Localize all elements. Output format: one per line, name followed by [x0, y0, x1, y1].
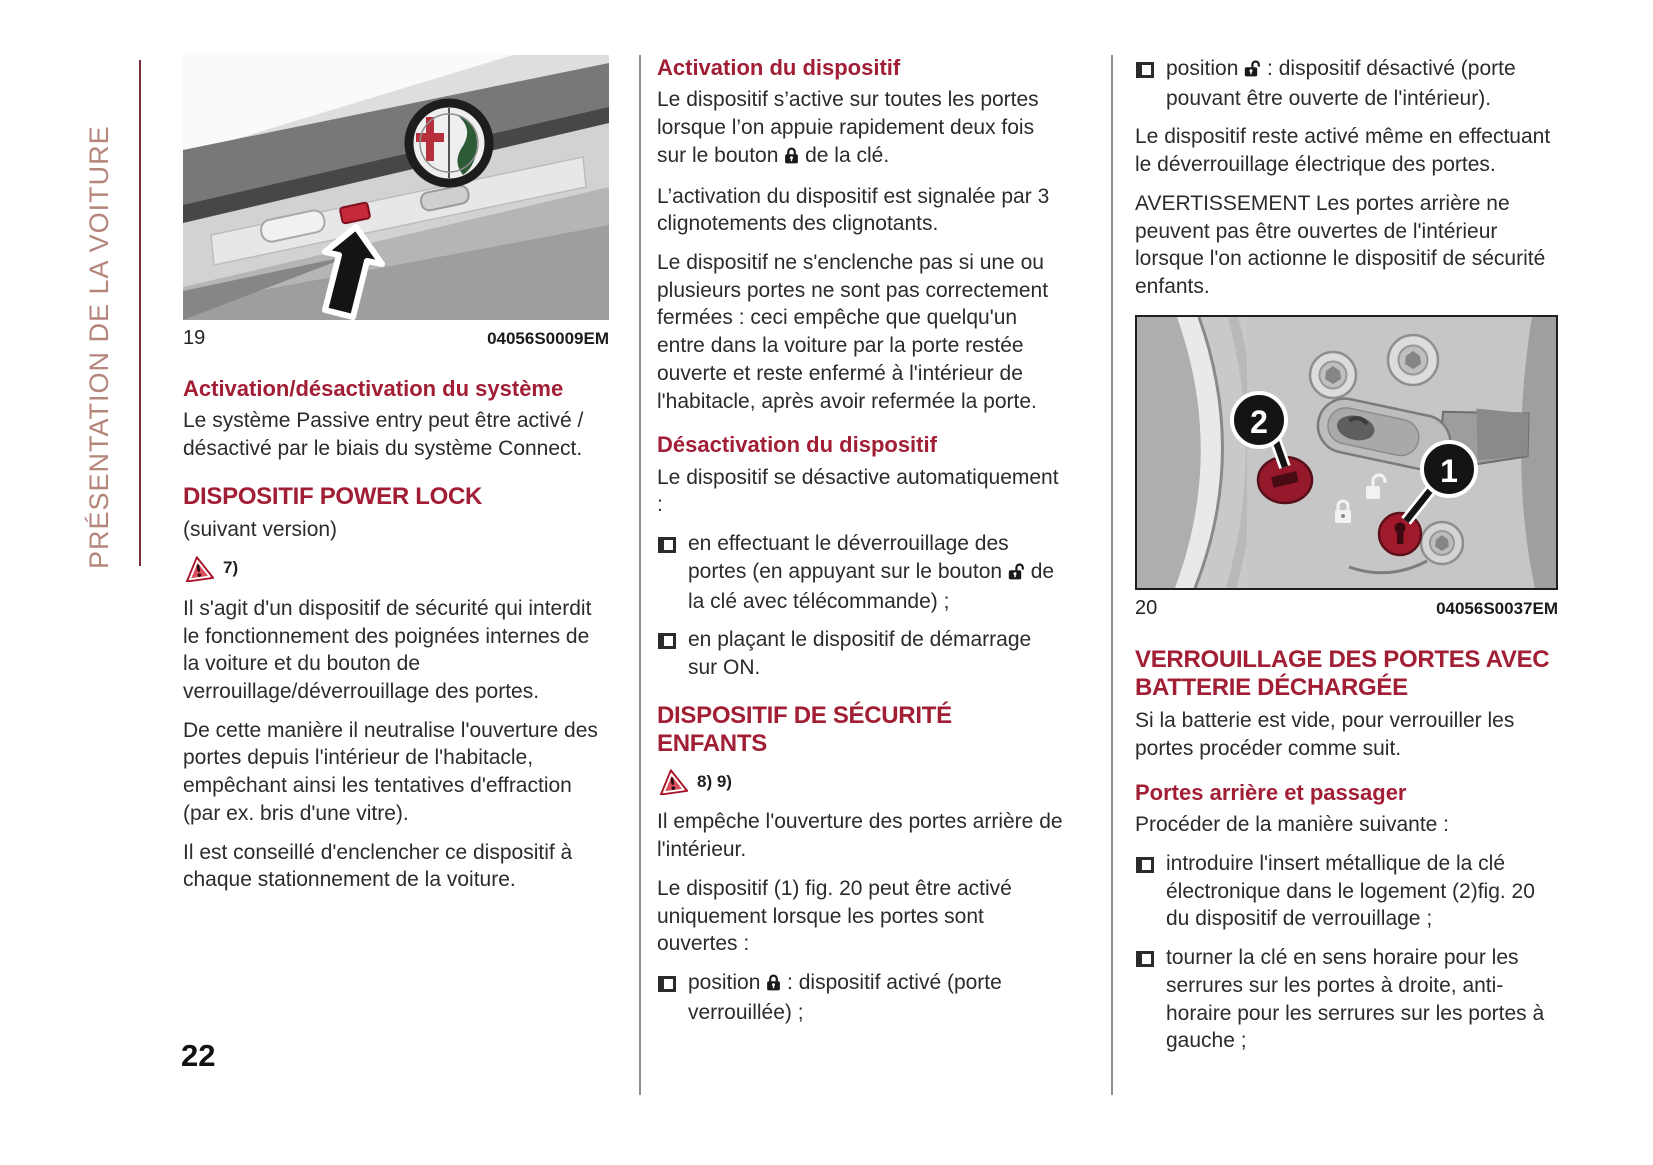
paragraph-activate [657, 86, 1063, 171]
figure-callout-2 [1232, 393, 1286, 447]
paragraph-version: (suivant version) [183, 518, 338, 542]
door-lock-illustration [1137, 317, 1556, 588]
warning-triangle-icon [183, 555, 214, 582]
paragraph-passive-entry: Le système Passive entry peut être activé / désactivé par le biais du système Connect. [183, 409, 584, 461]
figure-19-illustration [183, 55, 609, 320]
bullet-unlock-doors [657, 530, 1063, 615]
warning-note [183, 555, 609, 582]
text-segment: : dispositif activé (porte verrouillée) ; [688, 970, 1002, 1024]
paragraph-remains-active: Le dispositif reste activé même en effectuant le déverrouillage électrique des portes. [1135, 125, 1551, 177]
figure-number: 19 [183, 327, 206, 349]
text-segment: introduire l'insert métallique de la clé électronique dans le logement (2)fig. 20 du dispositif de verrouillage ; [1166, 851, 1535, 931]
heading-deactivation-device: Désactivation du dispositif [657, 432, 937, 458]
square-bullet [1136, 951, 1154, 967]
square-bullet [1136, 857, 1154, 873]
bullet-position-locked [657, 969, 1063, 1026]
trunk-lid-illustration [183, 55, 609, 320]
bullet-insert-key [1135, 850, 1558, 933]
heading-child-safety: DISPOSITIF DE SÉCURITÉ ENFANTS [657, 701, 952, 758]
text-segment: position [1166, 57, 1245, 80]
bullet-turn-key [1135, 944, 1558, 1055]
warning-ref-label: 7) [223, 558, 239, 578]
heading-activation-system: Activation/désactivation du système [183, 376, 564, 401]
column-divider-1 [639, 55, 641, 1095]
text-segment: de la clé. [799, 143, 890, 167]
heading-power-lock: DISPOSITIF POWER LOCK [183, 482, 483, 510]
warning-note [657, 768, 1063, 795]
figure-19-caption [183, 327, 609, 350]
text-segment: : dispositif désactivé (porte pouvant être ouverte de l'intérieur). [1166, 57, 1516, 110]
text-segment: tourner la clé en sens horaire pour les serrures sur les portes à droite, anti-horaire pour les serrures sur les portes à gauche ; [1166, 946, 1545, 1053]
square-bullet [658, 976, 676, 992]
figure-20-illustration [1135, 315, 1558, 590]
column-divider-2 [1111, 55, 1113, 1095]
svg-text:2: 2 [1250, 403, 1268, 440]
text-segment: en effectuant le déverrouillage des portes (en appuyant sur le bouton [688, 532, 1009, 583]
text-segment: position [688, 970, 767, 994]
text-segment: en plaçant le dispositif de démarrage sur ON. [688, 628, 1032, 679]
paragraph-powerlock-1: Il s'agit d'un dispositif de sécurité qui interdit le fonctionnement des poignées internes de la voiture et du bouton de verrouillage/déverrouillage des portes. [183, 596, 592, 704]
page-number: 22 [181, 1038, 216, 1073]
figure-number: 20 [1135, 596, 1158, 619]
bullet-start-on [657, 626, 1063, 681]
heading-activation-device: Activation du dispositif [657, 55, 901, 80]
chapter-rule [139, 60, 141, 566]
figure-callout-1 [1422, 442, 1476, 496]
figure-20-caption [1135, 597, 1558, 620]
warning-ref-label: 8) 9) [697, 771, 732, 791]
figure-code: 04056S0037EM [1436, 598, 1558, 618]
text-segment: de la clé avec télécommande) ; [688, 559, 1055, 613]
square-bullet [1136, 62, 1154, 78]
paragraph-avertissement: AVERTISSEMENT Les portes arrière ne peuvent pas être ouvertes de l'intérieur lorsque l'on actionne le dispositif de sécurité enfants. [1135, 191, 1546, 299]
paragraph-prevent-opening: Il empêche l'ouverture des portes arrière de l'intérieur. [657, 810, 1063, 862]
heading-rear-passenger-doors: Portes arrière et passager [1135, 779, 1407, 805]
paragraph-powerlock-3: Il est conseillé d'enclencher ce dispositif à chaque stationnement de la voiture. [183, 840, 573, 892]
paragraph-powerlock-2: De cette manière il neutralise l'ouverture des portes depuis l'intérieur de l'habitacle, empêchant ainsi les tentatives d'effraction (par ex. bris d'une vitre). [183, 718, 598, 825]
paragraph-battery-empty: Si la batterie est vide, pour verrouiller les portes procéder comme suit. [1135, 709, 1515, 761]
paragraph-proceed: Procéder de la manière suivante : [1135, 813, 1450, 837]
lock-closed-icon [784, 144, 799, 172]
paragraph-auto-deactivate: Le dispositif se désactive automatiquement : [657, 465, 1059, 517]
alfa-romeo-badge [409, 103, 489, 183]
chapter-title-vertical: PRÉSENTATION DE LA VOITURE [84, 125, 114, 569]
torx-screw [1388, 335, 1438, 385]
heading-locking-dead-battery: VERROUILLAGE DES PORTES AVEC BATTERIE DÉCHARGÉE [1135, 645, 1550, 702]
lock-closed-icon [766, 971, 781, 999]
svg-text:1: 1 [1440, 452, 1458, 489]
lock-open-icon [1008, 560, 1025, 588]
figure-code: 04056S0009EM [487, 329, 609, 348]
text-segment: Le dispositif s’active sur toutes les portes lorsque l’on appuie rapidement deux fois sur le bouton [657, 88, 1039, 167]
paragraph-no-engage: Le dispositif ne s'enclenche pas si une ou plusieurs portes ne sont pas correctement fermées : ceci empêche que quelqu'un entre dans la voiture par la porte restée ouverte et reste enfermé à l'intérieur de l'habitacle, après avoir refermée la porte. [657, 250, 1049, 413]
torx-screw [1310, 352, 1356, 398]
lock-open-icon [1244, 57, 1261, 85]
paragraph-signal: L’activation du dispositif est signalée par 3 clignotements des clignotants. [657, 184, 1050, 236]
torx-screw [1421, 522, 1463, 564]
square-bullet [658, 537, 676, 553]
bullet-position-unlocked [1135, 55, 1558, 112]
paragraph-device-fig20: Le dispositif (1) fig. 20 peut être activé uniquement lorsque les portes sont ouvertes : [657, 876, 1012, 956]
square-bullet [658, 633, 676, 649]
warning-triangle-icon [657, 768, 688, 795]
